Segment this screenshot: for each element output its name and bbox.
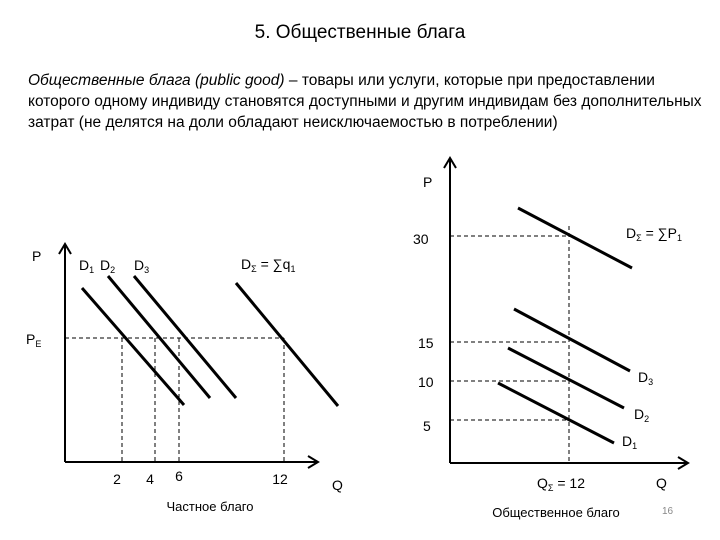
- private-d3-label: $D_3$: [134, 257, 150, 275]
- public-y-tick-30: 30: [413, 231, 429, 247]
- private-demand-sum: [236, 283, 338, 406]
- definition-text: – товары или услуги, которые при предоставлении которого одному индивиду становятся доступными и другим индивидам без дополнительных затрат (не делятся на доли обладают неисключаемостью в потреблении): [28, 72, 702, 131]
- public-d3-label: $D_3$: [638, 369, 654, 387]
- public-x-axis-label: Q: [656, 475, 667, 491]
- private-graph-caption: Частное благо: [166, 499, 254, 514]
- private-demand-d3: [134, 276, 236, 398]
- public-demand-d1: [498, 383, 614, 443]
- public-q-sum-label: $Q_\Sigma = 12$: [537, 475, 585, 493]
- private-sum-label: $D_\Sigma = \sum q_1$: [241, 256, 296, 274]
- public-d2-label: $D_2$: [634, 406, 650, 424]
- private-good-graph: [26, 244, 343, 514]
- public-good-graph: [413, 158, 688, 520]
- private-d1-label: $D_1$: [79, 257, 95, 275]
- private-y-axis-label: P: [32, 248, 42, 264]
- public-y-tick-5: 5: [423, 418, 431, 434]
- definition-term: Общественные блага (public good): [28, 72, 285, 89]
- public-y-tick-15: 15: [418, 335, 434, 351]
- private-x-axis-label: Q: [332, 477, 343, 493]
- private-x-tick-12: 12: [272, 471, 288, 487]
- public-graph-caption: Общественное благо: [492, 505, 620, 520]
- private-x-tick-4: 4: [146, 471, 154, 487]
- private-x-tick-6: 6: [175, 468, 183, 484]
- private-x-tick-2: 2: [113, 471, 121, 487]
- public-y-tick-10: 10: [418, 374, 434, 390]
- private-price-label: $P_E$: [26, 331, 42, 349]
- public-d1-label: $D_1$: [622, 433, 638, 451]
- public-y-axis-label: P: [423, 174, 433, 190]
- private-d2-label: $D_2$: [100, 257, 116, 275]
- slide-title: 5. Общественные блага: [254, 22, 466, 43]
- public-demand-sum: [518, 208, 632, 268]
- public-sum-label: $D_\Sigma = \sum P_1$: [626, 225, 682, 243]
- slide-number: 16: [662, 506, 674, 517]
